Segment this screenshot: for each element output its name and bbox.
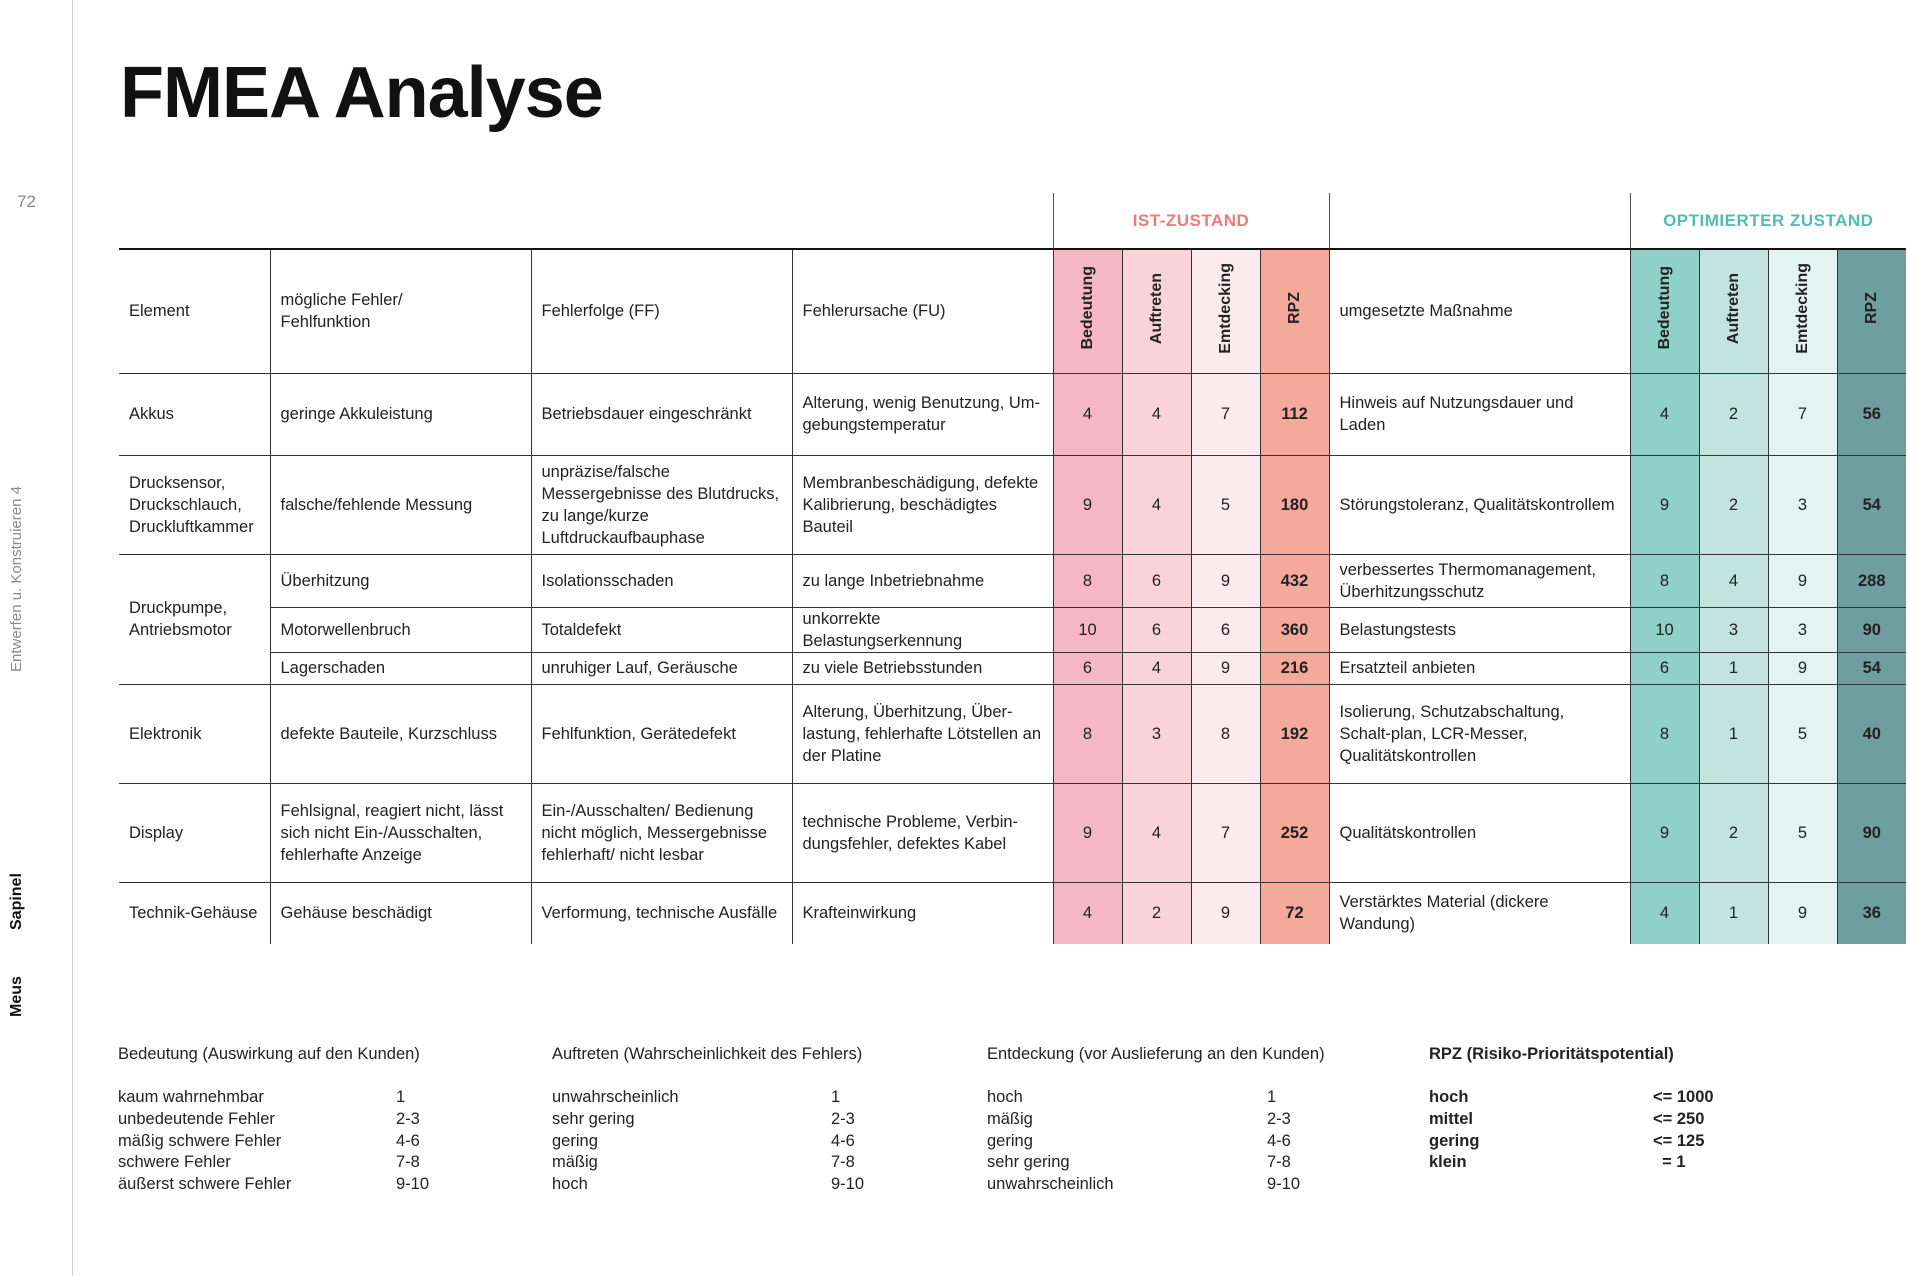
cell-opt-bedeutung: 6 [1630, 652, 1699, 684]
cell-fehler: Fehlsignal, reagiert nicht, lässt sich nicht Ein-/Ausschalten, fehlerhafte Anzeige [270, 783, 531, 882]
fmea-table [119, 193, 1906, 944]
legend-item-label: mittel [1429, 1109, 1474, 1128]
legend-item [118, 1131, 429, 1153]
cell-ist-entdeckung: 9 [1191, 652, 1260, 684]
cell-ist-auftreten: 6 [1122, 554, 1191, 607]
legend-item-label: hoch [552, 1175, 588, 1194]
legend-item-label: gering [987, 1131, 1033, 1150]
header-fehler: mögliche Fehler/ Fehlfunktion [270, 249, 531, 373]
cell-ist-bedeutung: 9 [1053, 783, 1122, 882]
cell-ist-entdeckung: 8 [1191, 684, 1260, 783]
cell-opt-bedeutung: 4 [1630, 882, 1699, 944]
cell-opt-auftreten: 2 [1699, 783, 1768, 882]
cell-fehlerfolge: Totaldefekt [531, 607, 792, 652]
cell-fehler: falsche/fehlende Messung [270, 455, 531, 554]
legend-item [987, 1152, 1325, 1174]
cell-ist-bedeutung: 8 [1053, 684, 1122, 783]
cell-opt-rpz: 40 [1837, 684, 1906, 783]
cell-massnahme: Hinweis auf Nutzungsdauer und Laden [1329, 373, 1630, 455]
cell-ist-auftreten: 6 [1122, 607, 1191, 652]
cell-fehler: geringe Akkuleistung [270, 373, 531, 455]
cell-massnahme: Ersatzteil anbieten [1329, 652, 1630, 684]
legend-item [118, 1109, 429, 1131]
column-header-row [119, 249, 1906, 373]
cell-opt-auftreten: 2 [1699, 373, 1768, 455]
cell-opt-rpz: 90 [1837, 607, 1906, 652]
cell-fehler: defekte Bauteile, Kurzschluss [270, 684, 531, 783]
cell-fehlerursache: zu viele Betriebsstunden [792, 652, 1053, 684]
legend-item-label: gering [1429, 1131, 1480, 1150]
cell-opt-entdeckung: 5 [1768, 684, 1837, 783]
legend-item [1429, 1152, 1714, 1174]
legend-item-label: mäßig schwere Fehler [118, 1131, 282, 1150]
legend-item-value: 4-6 [831, 1131, 855, 1150]
cell-opt-entdeckung: 9 [1768, 554, 1837, 607]
cell-fehlerfolge: Fehlfunktion, Gerätedefekt [531, 684, 792, 783]
cell-element: Technik-Gehäuse [129, 904, 258, 923]
cell-fehler: Gehäuse beschädigt [270, 882, 531, 944]
header-ist-entdeckung: Emtdecking [1191, 249, 1260, 373]
legend-item-label: hoch [1429, 1088, 1469, 1106]
table-row [119, 783, 1906, 882]
legend-item-value: 9-10 [396, 1175, 430, 1194]
legend-item-value: 9-10 [831, 1175, 865, 1194]
cell-ist-bedeutung: 8 [1053, 554, 1122, 607]
cell-opt-rpz: 90 [1837, 783, 1906, 882]
cell-ist-entdeckung: 7 [1191, 783, 1260, 882]
table-row [119, 607, 1906, 652]
cell-ist-auftreten: 4 [1122, 783, 1191, 882]
page-number: 72 [17, 192, 36, 211]
legend-item [987, 1109, 1325, 1131]
cell-fehler: Lagerschaden [270, 652, 531, 684]
cell-opt-bedeutung: 4 [1630, 373, 1699, 455]
cell-ist-rpz: 432 [1260, 554, 1329, 607]
cell-ist-rpz: 360 [1260, 607, 1329, 652]
cell-opt-rpz: 288 [1837, 554, 1906, 607]
cell-element: Elektronik [129, 724, 202, 743]
cell-opt-auftreten: 4 [1699, 554, 1768, 607]
cell-fehler: Motorwellenbruch [270, 607, 531, 652]
legend-item [552, 1087, 864, 1109]
optimierter-zustand-label: OPTIMIERTER ZUSTAND [1630, 193, 1906, 249]
cell-massnahme: Qualitätskontrollen [1329, 783, 1630, 882]
cell-fehlerursache: Krafteinwirkung [792, 882, 1053, 944]
cell-massnahme: Belastungstests [1329, 607, 1630, 652]
cell-opt-auftreten: 3 [1699, 607, 1768, 652]
cell-fehlerursache: Membranbeschädigung, defekte Kalibrierung, beschädigtes Bauteil [792, 455, 1053, 554]
table-row [119, 373, 1906, 455]
cell-ist-auftreten: 4 [1122, 652, 1191, 684]
cell-opt-rpz: 54 [1837, 455, 1906, 554]
header-ist-auftreten: Auftreten [1122, 249, 1191, 373]
cell-opt-auftreten: 1 [1699, 652, 1768, 684]
header-massnahme: umgesetzte Maßnahme [1329, 249, 1630, 373]
cell-ist-rpz: 252 [1260, 783, 1329, 882]
cell-opt-bedeutung: 8 [1630, 684, 1699, 783]
legend-item-label: unbedeutende Fehler [118, 1109, 275, 1128]
cell-opt-bedeutung: 9 [1630, 455, 1699, 554]
chapter-label: Entwerfen u. Konstruieren 4 [8, 486, 25, 672]
table-row [119, 684, 1906, 783]
cell-massnahme: Verstärktes Material (dickere Wandung) [1329, 882, 1630, 944]
header-opt-bedeutung: Bedeutung [1630, 249, 1699, 373]
cell-fehlerfolge: Verformung, technische Ausfälle [531, 882, 792, 944]
cell-ist-entdeckung: 7 [1191, 373, 1260, 455]
legend-item [1429, 1087, 1714, 1109]
legend-item-value: 2-3 [1267, 1109, 1291, 1128]
sidebar-divider [72, 0, 73, 1276]
cell-ist-entdeckung: 5 [1191, 455, 1260, 554]
cell-ist-bedeutung: 9 [1053, 455, 1122, 554]
cell-ist-rpz: 180 [1260, 455, 1329, 554]
cell-fehlerfolge: unpräzise/falsche Messergebnisse des Blutdrucks, zu lange/kurze Luftdruckaufbauphase [531, 455, 792, 554]
legend-item [1429, 1109, 1714, 1131]
cell-opt-entdeckung: 9 [1768, 652, 1837, 684]
legend-item-label: klein [1429, 1153, 1467, 1172]
legend-title: RPZ (Risiko-Prioritätspotential) [1429, 1045, 1674, 1063]
cell-ist-auftreten: 3 [1122, 684, 1191, 783]
cell-ist-auftreten: 4 [1122, 455, 1191, 554]
cell-ist-rpz: 216 [1260, 652, 1329, 684]
cell-element: Drucksensor, Druckschlauch, Druckluftkammer [129, 473, 254, 536]
legend-entdeckung [987, 1043, 1325, 1196]
legend-item-value: 7-8 [1267, 1153, 1291, 1172]
cell-ist-rpz: 112 [1260, 373, 1329, 455]
header-ist-bedeutung: Bedeutung [1053, 249, 1122, 373]
legend-auftreten [552, 1043, 864, 1196]
table-row [119, 455, 1906, 554]
cell-opt-entdeckung: 3 [1768, 607, 1837, 652]
cell-ist-entdeckung: 6 [1191, 607, 1260, 652]
cell-opt-auftreten: 2 [1699, 455, 1768, 554]
legend-item [118, 1152, 429, 1174]
cell-fehlerursache: Alterung, wenig Benutzung, Um-gebungstemperatur [792, 373, 1053, 455]
legend-title: Bedeutung (Auswirkung auf den Kunden) [118, 1045, 420, 1063]
cell-opt-rpz: 36 [1837, 882, 1906, 944]
header-fehlerursache: Fehlerursache (FU) [792, 249, 1053, 373]
legend-item [987, 1087, 1325, 1109]
legend-item-value: <= 250 [1653, 1109, 1705, 1128]
cell-massnahme: Störungstoleranz, Qualitätskontrollem [1329, 455, 1630, 554]
legend-bedeutung [118, 1043, 429, 1196]
legend-title: Entdeckung (vor Auslieferung an den Kunden) [987, 1045, 1325, 1063]
cell-fehlerfolge: Ein-/Ausschalten/ Bedienung nicht möglich, Messergebnisse fehlerhaft/ nicht lesbar [531, 783, 792, 882]
author-first-name: Sapinel [8, 873, 25, 930]
legend-item [987, 1174, 1325, 1196]
legend-item [552, 1174, 864, 1196]
legend-item-value: = 1 [1653, 1153, 1686, 1172]
legend-item-value: 2-3 [831, 1109, 855, 1128]
header-opt-auftreten: Auftreten [1699, 249, 1768, 373]
legend-item-label: mäßig [987, 1109, 1033, 1128]
legend-item [118, 1174, 429, 1196]
legend-item-value: 2-3 [396, 1109, 420, 1128]
cell-element: Druckpumpe, Antriebsmotor [129, 599, 232, 639]
legend-item-value: 7-8 [396, 1153, 420, 1172]
legend-item-value: 1 [1267, 1088, 1277, 1106]
legend-item-value: 1 [831, 1088, 841, 1106]
table-row [119, 882, 1906, 944]
legend-item-value: 7-8 [831, 1153, 855, 1172]
header-fehlerfolge: Fehlerfolge (FF) [531, 249, 792, 373]
cell-fehlerursache: technische Probleme, Verbin-dungsfehler, defektes Kabel [792, 783, 1053, 882]
legend-item-value: 4-6 [396, 1131, 420, 1150]
cell-fehlerursache: Alterung, Überhitzung, Über-lastung, fehlerhafte Lötstellen an der Platine [792, 684, 1053, 783]
legend-item [552, 1109, 864, 1131]
table-row [119, 554, 1906, 607]
cell-opt-auftreten: 1 [1699, 684, 1768, 783]
cell-massnahme: verbessertes Thermomanagement, Überhitzungsschutz [1329, 554, 1630, 607]
cell-ist-entdeckung: 9 [1191, 882, 1260, 944]
header-element: Element [129, 302, 190, 321]
header-opt-rpz: RPZ [1837, 249, 1906, 373]
page-title: FMEA Analyse [120, 53, 603, 133]
cell-opt-bedeutung: 9 [1630, 783, 1699, 882]
legend-item-label: unwahrscheinlich [552, 1088, 679, 1106]
cell-ist-bedeutung: 4 [1053, 373, 1122, 455]
cell-opt-rpz: 54 [1837, 652, 1906, 684]
legend-item-label: äußerst schwere Fehler [118, 1175, 292, 1194]
cell-fehlerfolge: unruhiger Lauf, Geräusche [531, 652, 792, 684]
cell-ist-auftreten: 2 [1122, 882, 1191, 944]
cell-ist-auftreten: 4 [1122, 373, 1191, 455]
cell-opt-entdeckung: 5 [1768, 783, 1837, 882]
legend-item-value: <= 1000 [1653, 1088, 1714, 1106]
legend-item-label: sehr gering [987, 1153, 1070, 1172]
legend-item-label: unwahrscheinlich [987, 1175, 1114, 1194]
legend-item-value: 9-10 [1267, 1175, 1301, 1194]
cell-opt-auftreten: 1 [1699, 882, 1768, 944]
cell-fehlerursache: zu lange Inbetriebnahme [792, 554, 1053, 607]
cell-fehlerursache: unkorrekte Belastungserkennung [792, 607, 1053, 652]
cell-opt-bedeutung: 8 [1630, 554, 1699, 607]
cell-ist-entdeckung: 9 [1191, 554, 1260, 607]
legend-item-label: hoch [987, 1088, 1023, 1106]
ist-zustand-label: IST-ZUSTAND [1053, 193, 1329, 249]
group-header-row [119, 193, 1906, 249]
legend-item [987, 1131, 1325, 1153]
cell-fehlerfolge: Betriebsdauer eingeschränkt [531, 373, 792, 455]
cell-opt-bedeutung: 10 [1630, 607, 1699, 652]
cell-ist-bedeutung: 6 [1053, 652, 1122, 684]
legend-title: Auftreten (Wahrscheinlichkeit des Fehlers) [552, 1045, 863, 1063]
author-last-name: Meus [8, 976, 25, 1017]
legend-item-label: gering [552, 1131, 598, 1150]
legend-item-label: schwere Fehler [118, 1153, 231, 1172]
cell-fehlerfolge: Isolationsschaden [531, 554, 792, 607]
legend-item [552, 1152, 864, 1174]
cell-opt-entdeckung: 9 [1768, 882, 1837, 944]
legend-item [552, 1131, 864, 1153]
header-ist-rpz: RPZ [1260, 249, 1329, 373]
cell-element: Akkus [129, 405, 174, 423]
legend-item-label: sehr gering [552, 1109, 635, 1128]
cell-opt-entdeckung: 3 [1768, 455, 1837, 554]
legend-item-value: 4-6 [1267, 1131, 1291, 1150]
header-opt-entdeckung: Emtdecking [1768, 249, 1837, 373]
legend-item-value: <= 125 [1653, 1131, 1705, 1150]
cell-element: Display [129, 823, 184, 842]
legend-item [118, 1087, 429, 1109]
legend-item-label: kaum wahrnehmbar [118, 1088, 264, 1106]
cell-ist-rpz: 192 [1260, 684, 1329, 783]
legend-rpz [1429, 1043, 1714, 1174]
table-row [119, 652, 1906, 684]
cell-fehler: Überhitzung [270, 554, 531, 607]
cell-ist-rpz: 72 [1260, 882, 1329, 944]
cell-opt-entdeckung: 7 [1768, 373, 1837, 455]
cell-massnahme: Isolierung, Schutzabschaltung, Schalt-plan, LCR-Messer, Qualitätskontrollen [1329, 684, 1630, 783]
legend-item-value: 1 [396, 1088, 406, 1106]
legend-item [1429, 1131, 1714, 1153]
cell-opt-rpz: 56 [1837, 373, 1906, 455]
legend-item-label: mäßig [552, 1153, 598, 1172]
cell-ist-bedeutung: 10 [1053, 607, 1122, 652]
cell-ist-bedeutung: 4 [1053, 882, 1122, 944]
